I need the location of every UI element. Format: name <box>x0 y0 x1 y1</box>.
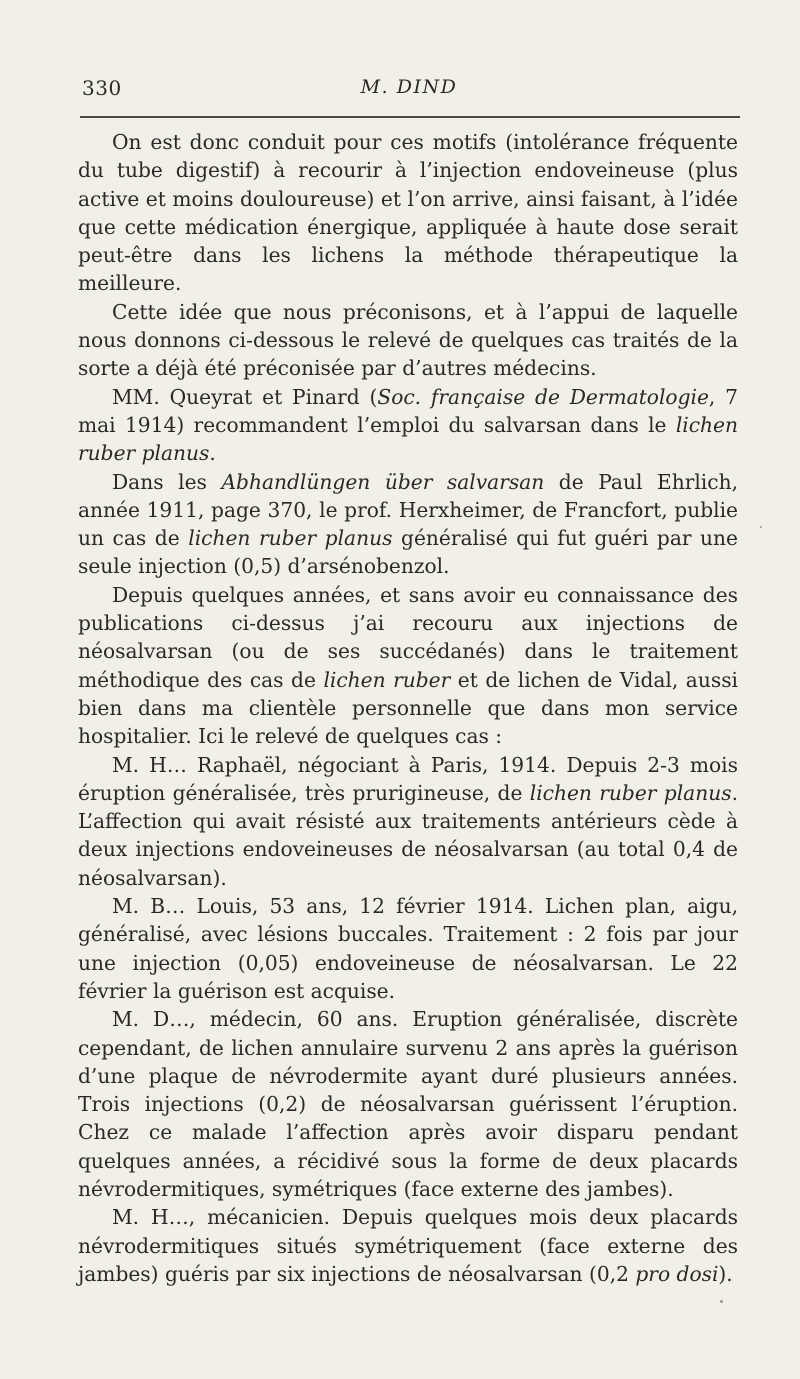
italic-text: pro dosi <box>635 1261 719 1286</box>
italic-text: lichen ruber planus <box>78 412 738 466</box>
text-run: M. H…, mécanicien. Depuis quelques mois deux placards névrodermitiques situés symétriquement (face externe des jambes) guéris par six injections de néosalvarsan (0,2 <box>78 1205 738 1286</box>
paragraph <box>78 383 738 468</box>
text-run: et de lichen de Vidal, aussi bien dans ma clientèle personnelle que dans mon service hospitalier. Ici le relevé de quelques cas : <box>78 667 739 749</box>
paragraph <box>78 128 738 298</box>
text-run: M. H… Raphaël, négociant à Paris, 1914. Depuis 2-3 mois éruption généralisée, très prurigineuse, de <box>78 752 738 805</box>
paragraph <box>78 468 738 581</box>
paragraph <box>78 298 738 383</box>
paragraph <box>78 1203 738 1288</box>
paragraph <box>78 892 738 1005</box>
text-run: M. B… Louis, 53 ans, 12 février 1914. Lichen plan, aigu, généralisé, avec lésions buccales. Traitement : 2 fois par jour une injection (0,05) endoveineuse de néosalvarsan. Le 22 février la guérison est acquise. <box>78 894 738 1003</box>
paragraph <box>78 1005 738 1203</box>
italic-text: lichen ruber <box>323 667 451 692</box>
text-run: Depuis quelques années, et sans avoir eu connaissance des publications ci-dessus j’ai recouru aux injections de néosalvarsan (ou de ses succédanés) dans le traitement méthodique des cas de <box>78 582 738 692</box>
running-head-author: M. DIND <box>360 76 458 98</box>
paper-speck <box>760 526 762 528</box>
text-run: . <box>209 441 216 466</box>
text-run: MM. Queyrat et Pinard ( <box>112 384 378 409</box>
paper-speck <box>720 1300 723 1303</box>
text-run: . L’affection qui avait résisté aux traitements antérieurs cède à deux injections endoveineuses de néosalvarsan (au total 0,4 de néosalvarsan). <box>78 780 739 890</box>
text-run: , 7 mai 1914) recommandent l’emploi du salvarsan dans le <box>78 384 739 437</box>
body-text <box>78 128 738 1288</box>
page-number: 330 <box>82 76 122 100</box>
text-run: ). <box>718 1261 733 1286</box>
italic-text: Abhandlüngen über salvarsan <box>221 469 545 494</box>
text-run: M. D…, médecin, 60 ans. Eruption généralisée, discrète cependant, de lichen annulaire survenu 2 ans après la guérison d’une plaque de névrodermite ayant duré plusieurs années. Trois injections (0,2) de néosalvarsan guérissent l’éruption. Chez ce malade l’affection après avoir disparu pendant quelques années, a récidivé sous la forme de deux placards névrodermitiques, symétriques (face externe des jambes). <box>78 1007 738 1201</box>
text-run: Dans les <box>112 469 222 494</box>
italic-text: lichen ruber planus <box>529 780 732 805</box>
running-head <box>78 76 740 106</box>
italic-text: lichen ruber planus <box>188 526 393 551</box>
header-rule <box>80 116 740 118</box>
text-run: On est donc conduit pour ces motifs (intolérance fréquente du tube digestif) à recourir à l’injection endoveineuse (plus active et moins douloureuse) et l’on arrive, ainsi faisant, à l’idée que cette médication énergique, appliquée à haute dose serait peut-être dans les lichens la méthode thérapeutique la meilleure. <box>78 130 738 296</box>
paragraph <box>78 751 738 892</box>
text-run: de Paul Ehrlich, année 1911, page 370, le prof. Herxheimer, de Francfort, publie un cas de <box>78 469 738 551</box>
paragraph <box>78 581 738 751</box>
italic-text: Soc. française de Dermatologie <box>377 384 709 409</box>
text-run: généralisé qui fut guéri par une seule injection (0,5) d’arsénobenzol. <box>78 526 739 579</box>
text-run: Cette idée que nous préconisons, et à l’appui de laquelle nous donnons ci-dessous le relevé de quelques cas traités de la sorte a déjà été préconisée par d’autres médecins. <box>78 299 738 381</box>
